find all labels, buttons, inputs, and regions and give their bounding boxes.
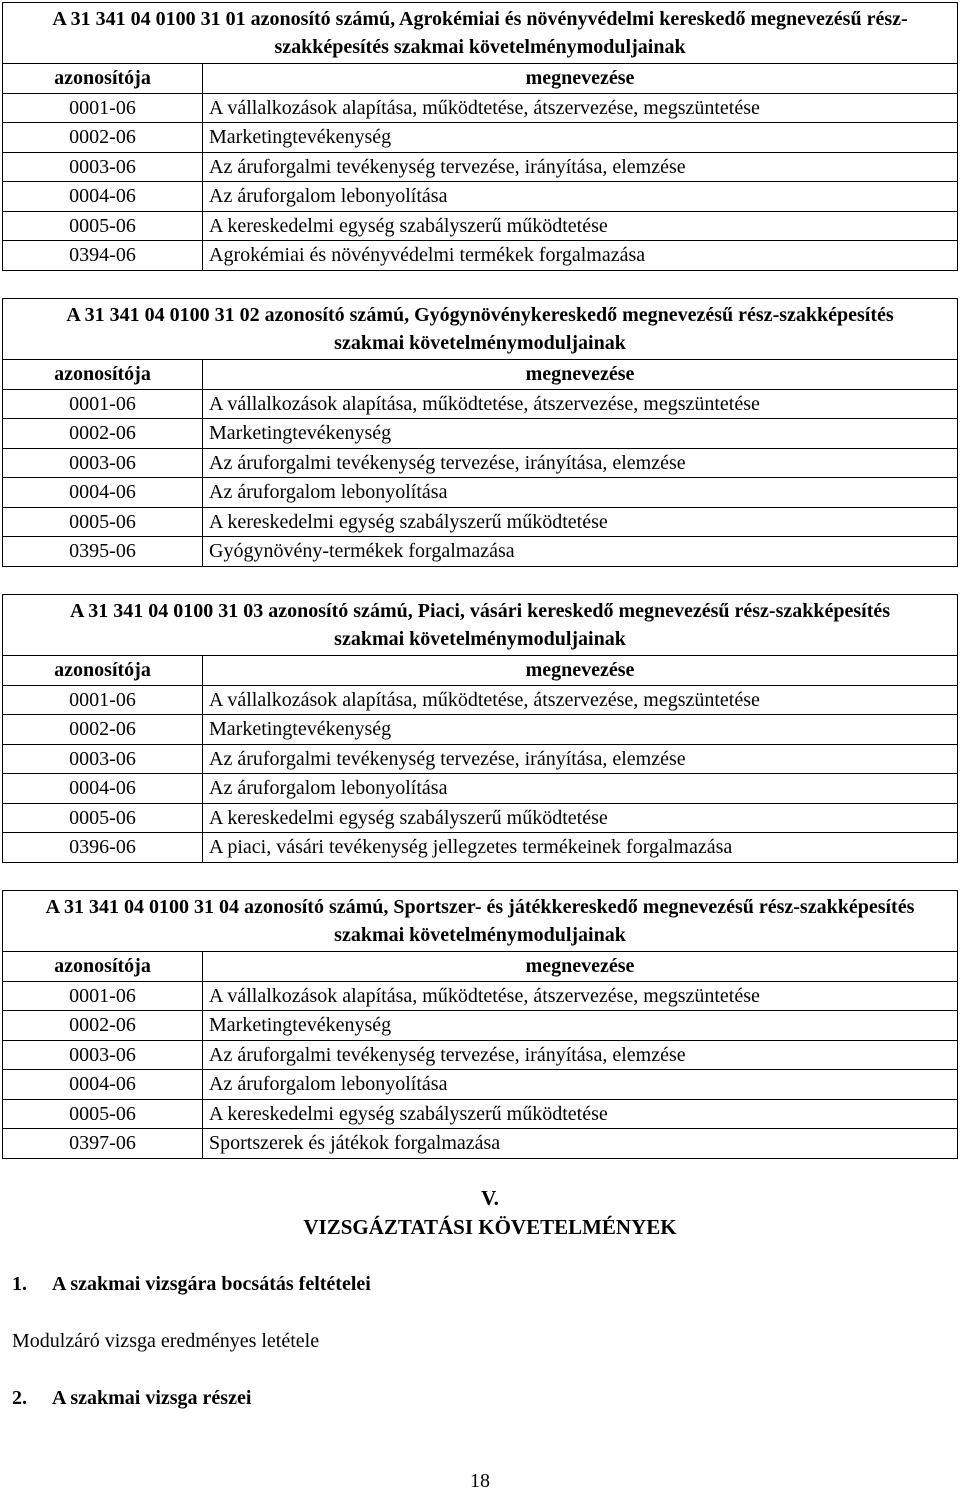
module-name: A vállalkozások alapítása, működtetése, átszervezése, megszüntetése: [203, 981, 958, 1011]
module-code: 0396-06: [3, 833, 203, 863]
module-code: 0004-06: [3, 1070, 203, 1100]
column-header-name: megnevezése: [203, 656, 958, 686]
module-name: Marketingtevékenység: [203, 1011, 958, 1041]
module-name: Marketingtevékenység: [203, 123, 958, 153]
module-name: Marketingtevékenység: [203, 419, 958, 449]
section-title: A szakmai vizsga részei: [52, 1387, 252, 1409]
module-name: A vállalkozások alapítása, működtetése, átszervezése, megszüntetése: [203, 93, 958, 123]
module-code: 0004-06: [3, 182, 203, 212]
table-row: [3, 389, 958, 419]
module-name: A vállalkozások alapítása, működtetése, átszervezése, megszüntetése: [203, 389, 958, 419]
table-row: [3, 478, 958, 508]
table-row: [3, 123, 958, 153]
module-code: 0005-06: [3, 507, 203, 537]
table-row: [3, 211, 958, 241]
section-number: 2.: [12, 1387, 27, 1409]
module-table-3: [2, 594, 958, 863]
chapter-title: VIZSGÁZTATÁSI KÖVETELMÉNYEK: [303, 1215, 677, 1239]
module-name: Sportszerek és játékok forgalmazása: [203, 1129, 958, 1159]
module-name: Az áruforgalmi tevékenység tervezése, irányítása, elemzése: [203, 448, 958, 478]
column-header-name: megnevezése: [203, 64, 958, 94]
table-row: [3, 241, 958, 271]
section-heading-2: [12, 1387, 251, 1410]
module-code: 0001-06: [3, 389, 203, 419]
module-name: Az áruforgalmi tevékenység tervezése, irányítása, elemzése: [203, 1040, 958, 1070]
module-code: 0395-06: [3, 537, 203, 567]
table-title: A 31 341 04 0100 31 02 azonosító számú, Gyógynövénykereskedő megnevezésű rész-szakképesítés szakmai követelménymoduljainak: [3, 299, 958, 360]
module-code: 0001-06: [3, 93, 203, 123]
table-row: [3, 1011, 958, 1041]
table-row: [3, 833, 958, 863]
module-code: 0003-06: [3, 1040, 203, 1070]
table-row: [3, 803, 958, 833]
table-row: [3, 1070, 958, 1100]
module-code: 0002-06: [3, 123, 203, 153]
module-code: 0001-06: [3, 981, 203, 1011]
table-row: [3, 93, 958, 123]
table-row: [3, 1129, 958, 1159]
module-code: 0005-06: [3, 1099, 203, 1129]
module-code: 0003-06: [3, 744, 203, 774]
module-table-1: [2, 2, 958, 271]
module-code: 0001-06: [3, 685, 203, 715]
module-name: Az áruforgalom lebonyolítása: [203, 774, 958, 804]
module-name: Az áruforgalom lebonyolítása: [203, 478, 958, 508]
module-name: A kereskedelmi egység szabályszerű működtetése: [203, 507, 958, 537]
table-title: A 31 341 04 0100 31 01 azonosító számú, Agrokémiai és növényvédelmi kereskedő megnevezésű rész-szakképesítés szakmai követelménymoduljainak: [3, 3, 958, 64]
page-number: 18: [470, 1470, 490, 1492]
column-header-id: azonosítója: [3, 360, 203, 390]
section-title: A szakmai vizsgára bocsátás feltételei: [52, 1273, 371, 1295]
section-text: Modulzáró vizsga eredményes letétele: [12, 1330, 320, 1352]
module-name: A kereskedelmi egység szabályszerű működtetése: [203, 1099, 958, 1129]
module-name: Az áruforgalom lebonyolítása: [203, 182, 958, 212]
table-row: [3, 448, 958, 478]
module-name: Az áruforgalmi tevékenység tervezése, irányítása, elemzése: [203, 744, 958, 774]
table-row: [3, 537, 958, 567]
chapter-number: V.: [481, 1186, 499, 1210]
module-name: Az áruforgalom lebonyolítása: [203, 1070, 958, 1100]
table-title: A 31 341 04 0100 31 03 azonosító számú, Piaci, vásári kereskedő megnevezésű rész-szakképesítés szakmai követelménymoduljainak: [3, 595, 958, 656]
module-code: 0394-06: [3, 241, 203, 271]
column-header-name: megnevezése: [203, 360, 958, 390]
table-row: [3, 1099, 958, 1129]
column-header-id: azonosítója: [3, 656, 203, 686]
table-row: [3, 685, 958, 715]
table-row: [3, 981, 958, 1011]
module-name: A kereskedelmi egység szabályszerű működtetése: [203, 211, 958, 241]
section-heading-1: [12, 1273, 371, 1296]
module-table-4: [2, 890, 958, 1159]
table-row: [3, 152, 958, 182]
column-header-id: azonosítója: [3, 952, 203, 982]
table-title: A 31 341 04 0100 31 04 azonosító számú, Sportszer- és játékkereskedő megnevezésű rész-szakképesítés szakmai követelménymoduljainak: [3, 891, 958, 952]
table-row: [3, 774, 958, 804]
table-row: [3, 419, 958, 449]
module-code: 0005-06: [3, 211, 203, 241]
section-number: 1.: [12, 1273, 27, 1295]
table-row: [3, 1040, 958, 1070]
module-name: Marketingtevékenység: [203, 715, 958, 745]
module-code: 0002-06: [3, 1011, 203, 1041]
module-code: 0003-06: [3, 152, 203, 182]
module-code: 0004-06: [3, 478, 203, 508]
table-row: [3, 744, 958, 774]
table-row: [3, 182, 958, 212]
module-code: 0003-06: [3, 448, 203, 478]
module-table-2: [2, 298, 958, 567]
module-name: Gyógynövény-termékek forgalmazása: [203, 537, 958, 567]
module-name: Az áruforgalmi tevékenység tervezése, irányítása, elemzése: [203, 152, 958, 182]
module-name: A vállalkozások alapítása, működtetése, átszervezése, megszüntetése: [203, 685, 958, 715]
table-row: [3, 715, 958, 745]
module-code: 0005-06: [3, 803, 203, 833]
module-name: A kereskedelmi egység szabályszerű működtetése: [203, 803, 958, 833]
module-name: Agrokémiai és növényvédelmi termékek forgalmazása: [203, 241, 958, 271]
module-name: A piaci, vásári tevékenység jellegzetes termékeinek forgalmazása: [203, 833, 958, 863]
module-code: 0397-06: [3, 1129, 203, 1159]
module-code: 0002-06: [3, 715, 203, 745]
table-row: [3, 507, 958, 537]
column-header-name: megnevezése: [203, 952, 958, 982]
column-header-id: azonosítója: [3, 64, 203, 94]
module-code: 0002-06: [3, 419, 203, 449]
module-code: 0004-06: [3, 774, 203, 804]
